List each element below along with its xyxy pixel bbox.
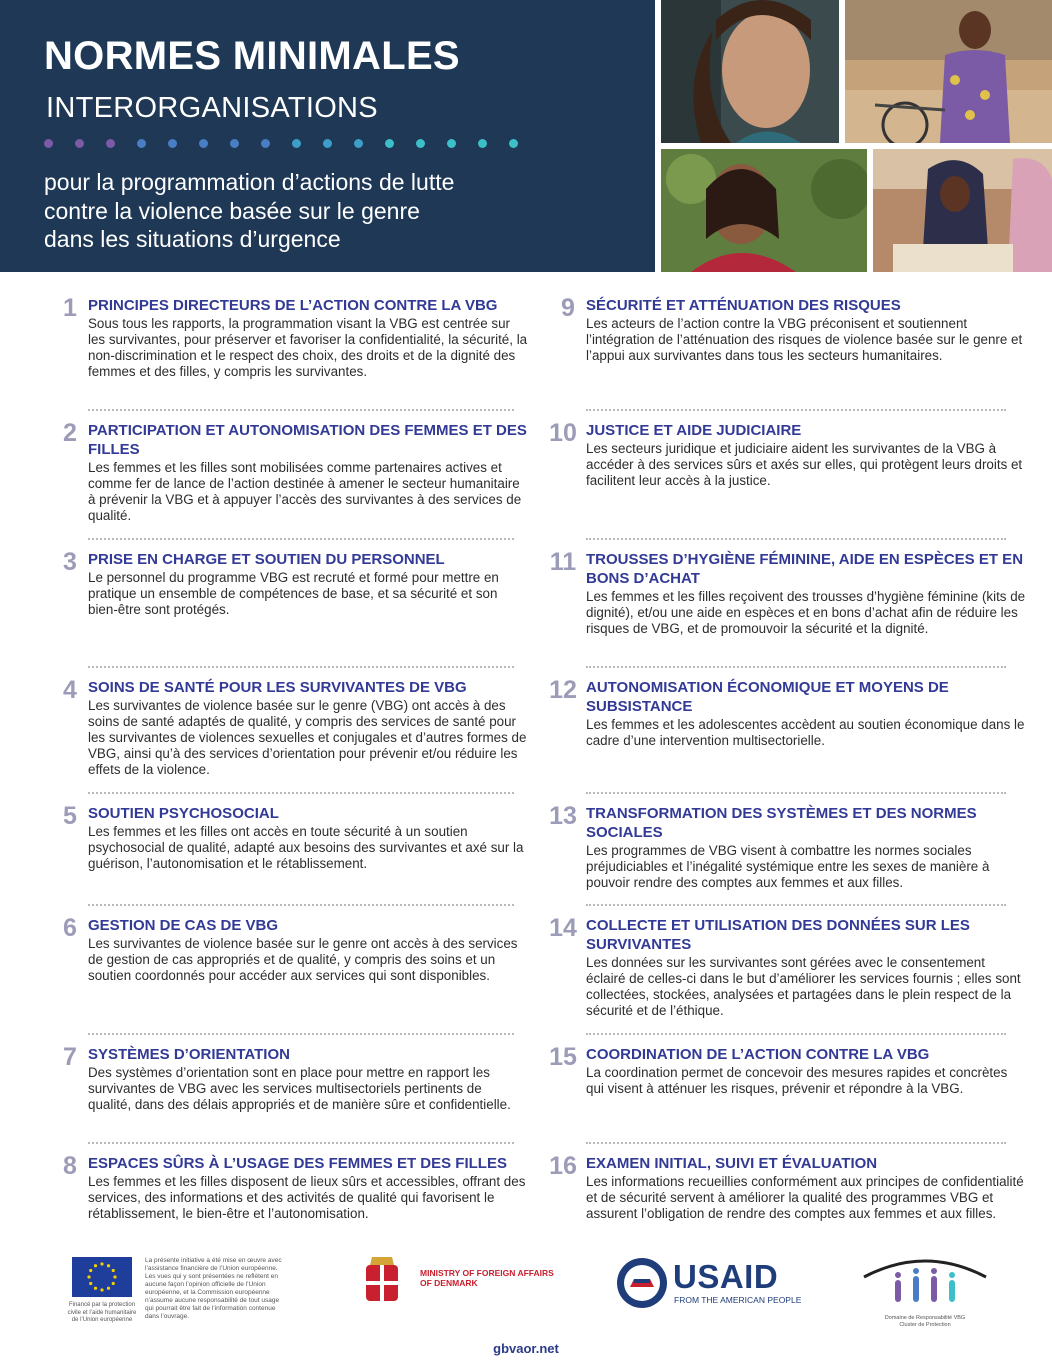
standard-text: Les femmes et les filles reçoivent des trousses d’hygiène féminine (kits de dignité), et/ou une aide en espèces et en bons d’achat afin de réduire les risques de VBG, et de promouvoir la sécurité et la dignité. (586, 589, 1026, 636)
dotted-divider (88, 1142, 514, 1144)
header-dot (168, 139, 177, 148)
decorative-dots (44, 139, 540, 153)
header-dot (230, 139, 239, 148)
standard-item (63, 802, 528, 872)
standard-text: Le personnel du programme VBG est recruté et formé pour mettre en pratique un ensemble de compétences de base, et sa sécurité et son bien-être sont protégés. (88, 570, 499, 617)
standard-text: Les informations recueillies conformément aux principes de confidentialité et de sécurité servent à améliorer la qualité des programmes VBG et assurent l’obligation de rendre des comptes aux femmes et aux filles. (586, 1174, 1024, 1221)
dotted-divider (88, 792, 514, 794)
eu-star-icon (100, 1288, 103, 1291)
standard-text: Les données sur les survivantes sont gérées avec le consentement éclairé de celles-ci dans le but d’améliorer les services fournis ; elles sont collectées, stockées, analysées et partagées dans le plein respect de la sécurité et de l’éthique. (586, 955, 1021, 1018)
standard-number: 9 (561, 294, 575, 322)
dotted-divider (88, 538, 514, 540)
standard-title: TROUSSES D’HYGIÈNE FÉMININE, AIDE EN ESPÈCES ET EN BONS D’ACHAT (586, 551, 1024, 587)
standard-title: SOINS DE SANTÉ POUR LES SURVIVANTES DE VBG (88, 679, 467, 696)
header-dot (447, 139, 456, 148)
header-dot (509, 139, 518, 148)
usaid-seal-icon (616, 1257, 668, 1309)
eu-star-icon (94, 1287, 97, 1290)
standard-item (63, 676, 528, 778)
website-link[interactable]: gbvaor.net (493, 1341, 559, 1356)
standard-number: 7 (63, 1043, 77, 1071)
standard-text: Les femmes et les filles ont accès en toute sécurité à un soutien psychosocial de qualité, adapté aux besoins des survivantes et axé sur la guérison, l’autonomisation et le rétablissement. (88, 824, 524, 871)
standard-title: SÉCURITÉ ET ATTÉNUATION DES RISQUES (586, 297, 901, 314)
eu-star-icon (94, 1264, 97, 1267)
page-tagline: pour la programmation d’actions de lutte contre la violence basée sur le genre dans les situations d’urgence (44, 169, 455, 252)
standard-item (63, 419, 528, 524)
standard-number: 5 (63, 802, 77, 830)
dotted-divider (586, 904, 1006, 906)
standard-item (549, 914, 1026, 1019)
standard-text: Les femmes et les filles disposent de lieux sûrs et accessibles, offrant des services, des informations et des activités de qualité qui favorisent le rétablissement, le bien-être et l’autonomisation. (88, 1174, 526, 1221)
header-dot (323, 139, 332, 148)
standard-title: AUTONOMISATION ÉCONOMIQUE ET MOYENS DE SUBSISTANCE (586, 679, 949, 715)
eu-flag-logo (72, 1257, 132, 1297)
photo-girls-writing (873, 149, 1052, 272)
standard-text: Les survivantes de violence basée sur le genre (VBG) ont accès à des soins de santé adaptés de qualité, y compris des services de santé pour les survivantes de violences sexuelles et conjugales et d’autres formes de VBG, ainsi qu’à des services d’orientation pour prévenir et/ou réduire les effets de la violence. (88, 698, 527, 777)
header-dot (137, 139, 146, 148)
header-dot (385, 139, 394, 148)
standard-item (549, 548, 1026, 637)
header-dot (354, 139, 363, 148)
standard-item (549, 419, 1026, 489)
dotted-divider (88, 409, 514, 411)
standard-number: 4 (63, 676, 77, 704)
standard-item (63, 914, 528, 984)
standard-number: 2 (63, 419, 77, 447)
page-subtitle: INTERORGANISATIONS (46, 92, 378, 124)
standard-text: Les survivantes de violence basée sur le genre ont accès à des services de gestion de cas appropriés et de qualité, y compris des soins et un soutien coordonnés pour accéder aux services qui sont disponibles. (88, 936, 518, 983)
eu-star-icon (113, 1275, 116, 1278)
header-dot (199, 139, 208, 148)
header-dot (478, 139, 487, 148)
page-title: NORMES MINIMALES (44, 34, 460, 78)
standard-number: 11 (549, 548, 577, 576)
standard-number: 8 (63, 1152, 77, 1180)
standard-number: 15 (549, 1043, 577, 1071)
standard-number: 16 (549, 1152, 577, 1180)
standard-item (561, 294, 1026, 364)
eu-star-icon (107, 1264, 110, 1267)
header-dot (261, 139, 270, 148)
photo-girl-bicycle (845, 0, 1052, 143)
standard-text: Des systèmes d’orientation sont en place pour mettre en rapport les survivantes de VBG avec les services multisectoriels pertinents de qualité, dans des délais appropriés et de manière sûre et confidentielle. (88, 1065, 511, 1112)
dotted-divider (586, 792, 1006, 794)
eu-star-icon (89, 1269, 92, 1272)
standard-item (63, 1152, 528, 1222)
standard-title: SYSTÈMES D’ORIENTATION (88, 1046, 290, 1063)
dotted-divider (586, 1033, 1006, 1035)
dotted-divider (88, 904, 514, 906)
standard-title: JUSTICE ET AIDE JUDICIAIRE (586, 422, 802, 439)
standard-text: Sous tous les rapports, la programmation visant la VBG est centrée sur les survivantes, pour préserver et favoriser la confidentialité, la sécurité, la non-discrimination et le respect des choix, des droits et de la dignité des femmes et des filles, y compris les survivantes. (88, 316, 528, 379)
eu-star-icon (87, 1275, 90, 1278)
standard-item (549, 676, 1026, 749)
header-banner (0, 0, 655, 272)
standard-title: PRISE EN CHARGE ET SOUTIEN DU PERSONNEL (88, 551, 445, 568)
standard-title: COORDINATION DE L’ACTION CONTRE LA VBG (586, 1046, 930, 1063)
denmark-crest-icon (364, 1257, 400, 1303)
gbv-aor-caption: Domaine de Responsabilité VBG Cluster de Protection (884, 1315, 966, 1328)
standard-item (63, 1043, 528, 1113)
standard-text: Les femmes et les adolescentes accèdent au soutien économique dans le cadre d’une intervention multisectorielle. (586, 717, 1025, 748)
standard-number: 3 (63, 548, 77, 576)
eu-star-icon (112, 1269, 115, 1272)
standard-item (549, 1152, 1026, 1222)
eu-star-icon (100, 1262, 103, 1265)
header-dot (75, 139, 84, 148)
standard-text: Les acteurs de l’action contre la VBG préconisent et soutiennent l’intégration de l’atténuation des risques de violence basée sur le genre et l’appui aux survivantes dans tous les secteurs humanitaires. (586, 316, 1023, 363)
eu-star-icon (107, 1287, 110, 1290)
photo-woman-portrait (661, 149, 867, 272)
header-dot (44, 139, 53, 148)
standard-text: Les programmes de VBG visent à combattre les normes sociales préjudiciables et l’inégalité systémique entre les sexes de manière à pouvoir rendre des comptes aux femmes et aux filles. (586, 843, 990, 890)
eu-star-icon (112, 1282, 115, 1285)
standard-title: PARTICIPATION ET AUTONOMISATION DES FEMMES ET DES FILLES (88, 422, 527, 458)
dotted-divider (586, 538, 1006, 540)
standard-text: Les secteurs juridique et judiciaire aident les survivantes de la VBG à accéder à des services sûrs et axés sur elles, qui protègent leurs droits et facilitent leur accès à la justice. (586, 441, 1023, 488)
standard-item (549, 1043, 1026, 1097)
dotted-divider (88, 666, 514, 668)
gbv-aor-logo-icon (860, 1255, 990, 1310)
denmark-label: MINISTRY OF FOREIGN AFFAIRS OF DENMARK (420, 1268, 554, 1288)
standard-number: 12 (549, 676, 577, 704)
standard-title: TRANSFORMATION DES SYSTÈMES ET DES NORMES SOCIALES (586, 805, 977, 841)
header-dot (106, 139, 115, 148)
standard-number: 13 (549, 802, 577, 830)
standard-item (63, 294, 528, 380)
standard-text: La coordination permet de concevoir des mesures rapides et concrètes qui visent à atténuer les risques, prévenir et répondre à la VBG. (586, 1065, 1008, 1096)
standard-number: 10 (549, 419, 577, 447)
header-dot (292, 139, 301, 148)
eu-caption: Financé par la protection civile et l’aide humanitaire de l’Union européenne (67, 1302, 137, 1323)
standard-title: GESTION DE CAS DE VBG (88, 917, 279, 934)
usaid-logo-text: USAID (673, 1258, 779, 1295)
usaid-tagline: FROM THE AMERICAN PEOPLE (674, 1295, 802, 1305)
eu-disclaimer: La présente initiative a été mise en œuvre avec l’assistance financière de l’Union européenne. Les vues qui y sont présentées ne reflètent en aucune façon l’opinion officielle de l’Union européenne, et la Commission européenne n’assume aucune responsabilité de tout usage qui pourrait être fait de l’information contenue dans l’ouvrage. (145, 1257, 282, 1320)
standard-item (63, 548, 528, 618)
eu-star-icon (89, 1282, 92, 1285)
dotted-divider (586, 666, 1006, 668)
dotted-divider (586, 409, 1006, 411)
standard-number: 14 (549, 914, 577, 942)
dotted-divider (88, 1033, 514, 1035)
standard-number: 1 (63, 294, 77, 322)
dotted-divider (586, 1142, 1006, 1144)
standard-number: 6 (63, 914, 77, 942)
standard-title: EXAMEN INITIAL, SUIVI ET ÉVALUATION (586, 1155, 878, 1172)
photo-smiling-girl (661, 0, 839, 143)
header-dot (416, 139, 425, 148)
standard-title: PRINCIPES DIRECTEURS DE L’ACTION CONTRE LA VBG (88, 297, 498, 314)
standard-item (549, 802, 1026, 891)
standard-title: ESPACES SÛRS À L’USAGE DES FEMMES ET DES FILLES (88, 1155, 507, 1172)
standard-text: Les femmes et les filles sont mobilisées comme partenaires actives et comme fer de lance de l’action destinée à amener le secteur humanitaire à prévenir la VBG et à appuyer l’accès des survivantes à des services de qualité. (88, 460, 522, 523)
standard-title: SOUTIEN PSYCHOSOCIAL (88, 805, 279, 822)
standard-title: COLLECTE ET UTILISATION DES DONNÉES SUR LES SURVIVANTES (586, 917, 970, 953)
